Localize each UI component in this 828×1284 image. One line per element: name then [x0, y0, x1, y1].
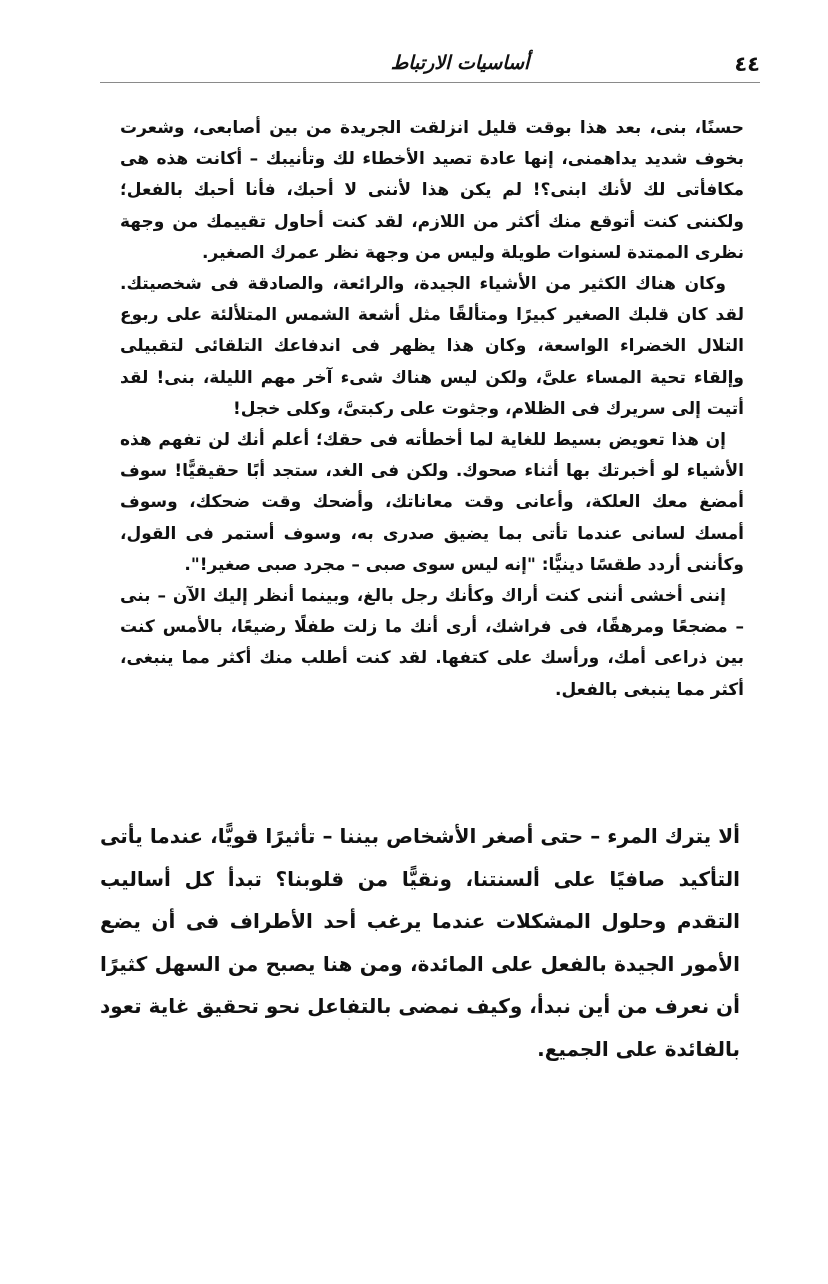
page-header [100, 52, 760, 86]
letter-paragraph: حسنًا، بنى، بعد هذا بوقت قليل انزلقت الجريدة من بين أصابعى، وشعرت بخوف شديد يداهمنى، إنها عادة تصيد الأخطاء لك وتأنيبك – أكانت هذه هى مكافأتى لك لأنك ابنى؟! لم يكن هذا لأننى لا أحبك، فأنا أحبك بالفعل؛ ولكننى كنت أتوقع منك أكثر من اللازم، لقد كنت أحاول تقييمك من وجهة نظرى الممتدة لسنوات طويلة وليس من وجهة نظر عمرك الصغير. [120, 118, 744, 263]
page-number: ٤٤ [734, 52, 760, 76]
letter-paragraph: إن هذا تعويض بسيط للغاية لما أخطأته فى حقك؛ أعلم أنك لن تفهم هذه الأشياء لو أخبرتك بها أثناء صحوك. ولكن فى الغد، ستجد أبًا حقيقيًّا! سوف أمضغ معك العلكة، وأعانى وقت معاناتك، وأضحك وقت ضحكك، وسوف أمسك لسانى عندما تأتى بما يضيق صدرى به، وسوف أستمر فى القول، وكأننى أردد طقسًا دينيًّا: "إنه ليس سوى صبى – مجرد صبى صغير!". [120, 430, 744, 575]
letter-body [120, 113, 744, 706]
print-speck [348, 1018, 350, 1020]
closing-text: ألا يترك المرء – حتى أصغر الأشخاص بيننا – تأثيرًا قويًّا، عندما يأتى التأكيد صافيًا على ألسنتنا، ونقيًّا من قلوبنا؟ تبدأ كل أساليب التقدم وحلول المشكلات عندما يرغب أحد الأطراف فى أن يضع الأمور الجيدة بالفعل على المائدة، ومن هنا يصبح من السهل كثيرًا أن نعرف من أين نبدأ، وكيف نمضى بالتفاعل نحو تحقيق غاية تعود بالفائدة على الجميع. [100, 824, 740, 1061]
running-title: أساسيات الارتباط [390, 52, 530, 74]
letter-paragraph: وكان هناك الكثير من الأشياء الجيدة، والرائعة، والصادقة فى شخصيتك. لقد كان قلبك الصغير كبيرًا ومتألقًا مثل أشعة الشمس المتلألئة على ربوع التلال الخضراء الواسعة، وكان هذا يظهر فى اندفاعك التلقائى لتقبيلى وإلقاء تحية المساء علىَّ، ولكن ليس هناك شىء آخر مهم الليلة، بنى! لقد أتيت إلى سريرك فى الظلام، وجثوت على ركبتىَّ، وكلى خجل! [120, 274, 744, 419]
letter-paragraph: إننى أخشى أننى كنت أراك وكأنك رجل بالغ، وبينما أنظر إليك الآن – بنى – مضجعًا ومرهقًا، فى فراشك، أرى أنك ما زلت طفلًا رضيعًا، بالأمس كنت بين ذراعى أمك، ورأسك على كتفها. لقد كنت أطلب منك أكثر مما ينبغى، أكثر مما ينبغى بالفعل. [120, 586, 744, 700]
closing-paragraph [100, 815, 740, 1070]
header-rule [100, 82, 760, 83]
